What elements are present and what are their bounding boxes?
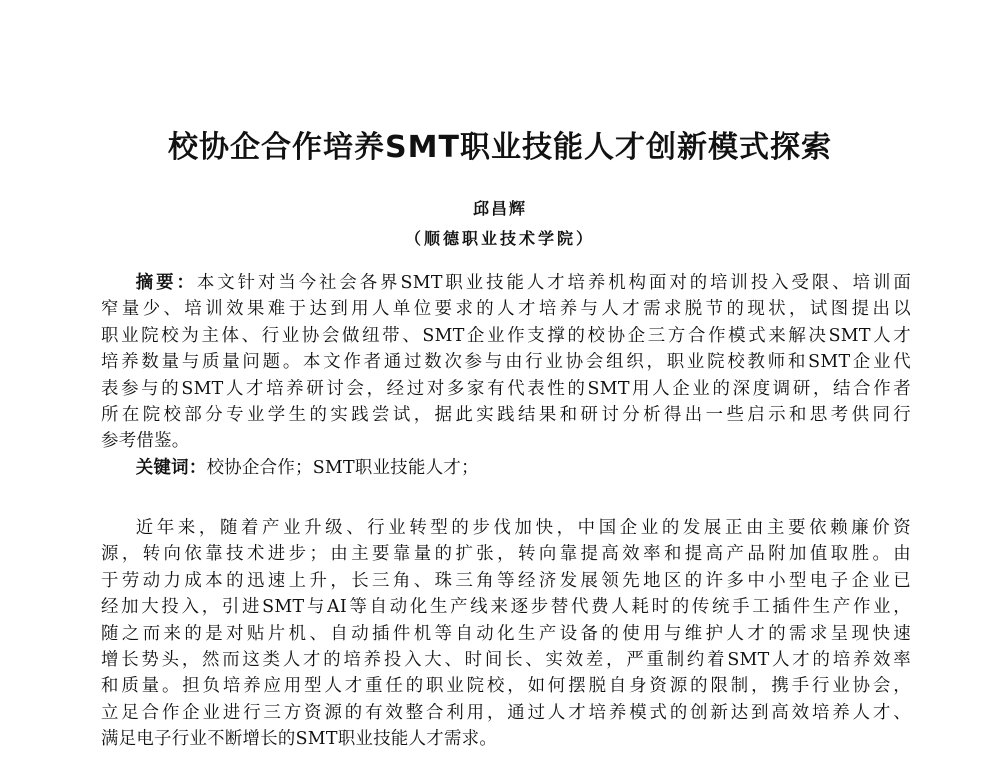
abstract-line: 所在院校部分专业学生的实践尝试，据此实践结果和研讨分析得出一些启示和思考供同行 bbox=[101, 405, 911, 426]
abstract-section bbox=[101, 270, 911, 455]
body-line: 增长势头，然而这类人才的培养投入大、时间长、实效差，严重制约着SMT人才的培养效率 bbox=[101, 650, 911, 671]
body-line: 经加大投入，引进SMT与AI等自动化生产线来逐步替代费人耗时的传统手工插件生产作业， bbox=[101, 597, 911, 618]
abstract-line: 培养数量与质量问题。本文作者通过数次参与由行业协会组织，职业院校教师和SMT企业代 bbox=[101, 352, 911, 373]
abstract-line: 参考借鉴。 bbox=[101, 431, 190, 452]
keywords-line bbox=[101, 455, 911, 481]
abstract-line: 窄量少、培训效果难于达到用人单位要求的人才培养与人才需求脱节的现状，试图提出以 bbox=[101, 299, 911, 320]
keywords-section bbox=[101, 455, 911, 481]
abstract-line bbox=[101, 270, 911, 296]
body-line: 源，转向依靠技术进步；由主要靠量的扩张，转向靠提高效率和提高产品附加值取胜。由 bbox=[101, 544, 911, 565]
abstract-line: 职业院校为主体、行业协会做纽带、SMT企业作支撑的校协企三方合作模式来解决SMT人才 bbox=[101, 325, 911, 346]
body-line: 随之而来的是对贴片机、自动插件机等自动化生产设备的使用与维护人才的需求呈现快速 bbox=[101, 623, 911, 644]
abstract-label: 摘要： bbox=[135, 273, 197, 293]
body-line: 满足电子行业不断增长的SMT职业技能人才需求。 bbox=[101, 729, 498, 750]
author-name: 邱昌辉 bbox=[472, 199, 527, 218]
keywords-label: 关键词： bbox=[135, 458, 207, 478]
body-line: 和质量。担负培养应用型人才重任的职业院校，如何摆脱自身资源的限制，携手行业协会， bbox=[101, 676, 911, 697]
keywords-text: 校协企合作；SMT职业技能人才； bbox=[206, 458, 479, 478]
paper-title: 校协企合作培养SMT职业技能人才创新模式探索 bbox=[168, 130, 832, 165]
author-affiliation: （顺德职业技术学院） bbox=[404, 229, 595, 248]
abstract-text: 本文针对当今社会各界SMT职业技能人才培养机构面对的培训投入受限、培训面 bbox=[196, 273, 912, 293]
body-paragraph bbox=[101, 515, 911, 753]
abstract-line: 表参与的SMT人才培养研讨会，经过对多家有代表性的SMT用人企业的深度调研，结合作者 bbox=[101, 378, 911, 399]
body-line: 立足合作企业进行三方资源的有效整合利用，通过人才培养模式的创新达到高效培养人才、 bbox=[101, 702, 911, 723]
body-line: 于劳动力成本的迅速上升，长三角、珠三角等经济发展领先地区的许多中小型电子企业已 bbox=[101, 570, 911, 591]
body-line: 近年来，随着产业升级、行业转型的步伐加快，中国企业的发展正由主要依赖廉价资 bbox=[135, 518, 911, 538]
